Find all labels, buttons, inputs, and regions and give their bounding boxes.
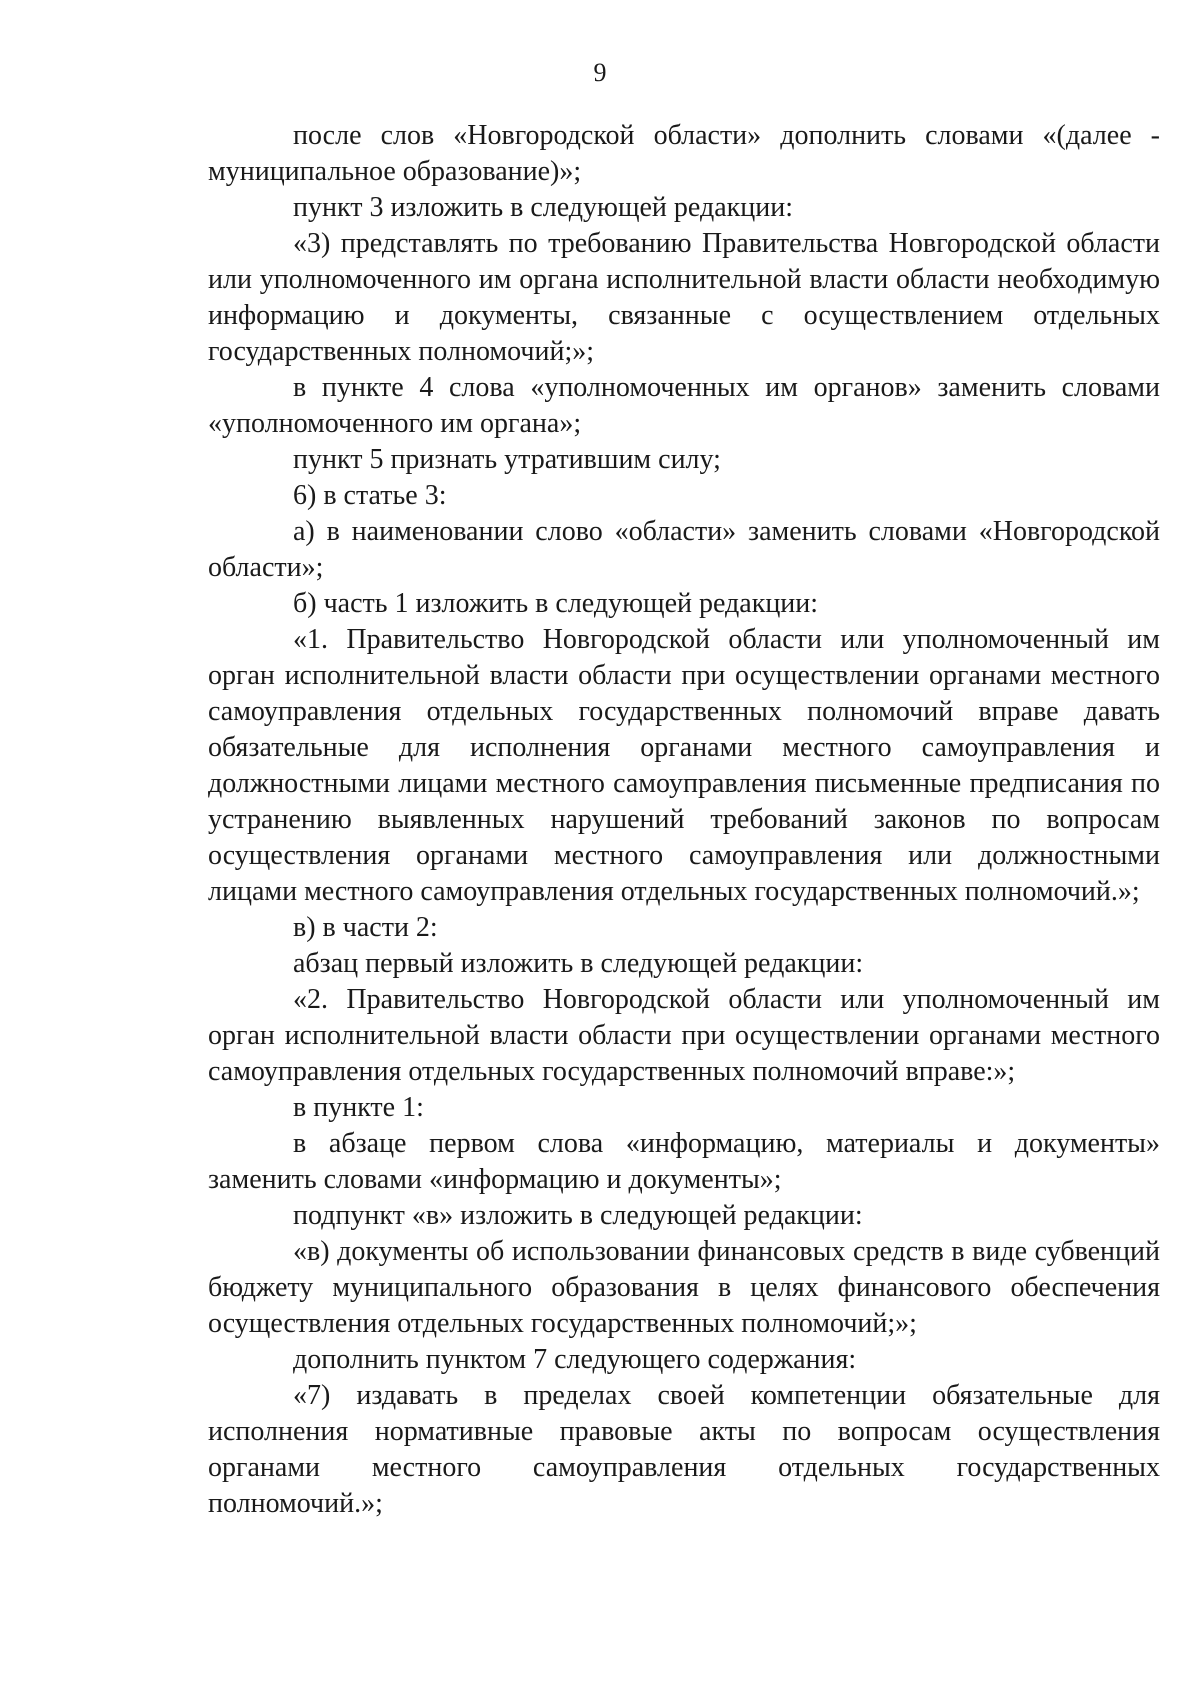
- paragraph-7: а) в наименовании слово «области» заменить словами «Новгородской области»;: [208, 516, 1160, 583]
- paragraph-12: «2. Правительство Новгородской области или уполномоченный им орган исполнительной власти области при осуществлении органами местного самоуправления отдельных государственных полномочий вправе:»;: [208, 984, 1160, 1087]
- page-number: 9: [593, 58, 607, 87]
- paragraph-9: «1. Правительство Новгородской области или уполномоченный им орган исполнительной власти области при осуществлении органами местного самоуправления отдельных государственных полномочий вправе давать обязательные для исполнения органами местного самоуправления и должностными лицами местного самоуправления письменные предписания по устранению выявленных нарушений требований законов по вопросам осуществления органами местного самоуправления или должностными лицами местного самоуправления отдельных государственных полномочий.»;: [208, 624, 1160, 907]
- paragraph-3: «3) представлять по требованию Правительства Новгородской области или уполномоченного им органа исполнительной власти области необходимую информацию и документы, связанные с осуществлением отдельных государственных полномочий;»;: [208, 228, 1160, 367]
- paragraph-16: «в) документы об использовании финансовых средств в виде субвенций бюджету муниципального образования в целях финансового обеспечения осуществления отдельных государственных полномочий;»;: [208, 1236, 1160, 1339]
- paragraph-14: в абзаце первом слова «информацию, материалы и документы» заменить словами «информацию и документы»;: [208, 1128, 1160, 1195]
- paragraph-10: в) в части 2:: [293, 912, 438, 943]
- paragraph-1: после слов «Новгородской области» дополнить словами «(далее - муниципальное образование)»;: [208, 120, 1160, 187]
- paragraph-15: подпункт «в» изложить в следующей редакции:: [293, 1200, 863, 1231]
- paragraph-11: абзац первый изложить в следующей редакции:: [293, 948, 864, 979]
- paragraph-4: в пункте 4 слова «уполномоченных им органов» заменить словами «уполномоченного им органа»;: [208, 372, 1160, 439]
- paragraph-5: пункт 5 признать утратившим силу;: [293, 444, 721, 475]
- paragraph-2: пункт 3 изложить в следующей редакции:: [293, 192, 793, 223]
- paragraph-6: 6) в статье 3:: [293, 480, 447, 511]
- document-body: [208, 118, 1160, 1522]
- paragraph-13: в пункте 1:: [293, 1092, 424, 1123]
- paragraph-8: б) часть 1 изложить в следующей редакции:: [293, 588, 819, 619]
- paragraph-17: дополнить пунктом 7 следующего содержания:: [293, 1344, 857, 1375]
- paragraph-18: «7) издавать в пределах своей компетенции обязательные для исполнения нормативные правовые акты по вопросам осуществления органами местного самоуправления отдельных государственных полномочий.»;: [208, 1380, 1160, 1519]
